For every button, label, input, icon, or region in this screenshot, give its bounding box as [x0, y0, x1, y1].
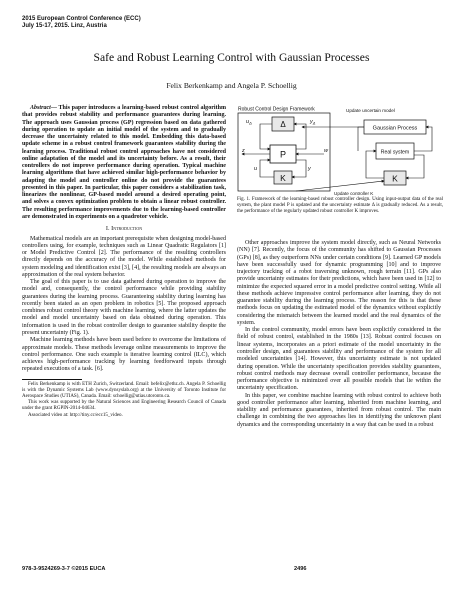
intro-paragraph: The goal of this paper is to use data gathered during operation to improve the model and, consequently, the control performance while providing stability guarantees during the learning process. Guaranteeing stability during learning has recently been stated as an open problem in robotics [5]. The proposed approach combines robust control theory with machine learning, where the latter updates the model and model uncertainty based on data obtained during operation. This information is used in the robust controller design to guarantee stability despite the present uncertainty (Fig. 1). — [22, 279, 226, 336]
page-number: 2496 — [294, 566, 307, 572]
conference-dates: July 15-17, 2015. Linz, Austria — [22, 23, 107, 30]
y-delta-label: $y_\Delta$ — [310, 119, 316, 126]
real-system-input — [358, 127, 364, 151]
abstract — [22, 105, 226, 221]
abstract-text: — This paper introduces a learning-based robust control algorithm that provides robust stability and performance guarantees during learning. The approach uses Gaussian process (GP) regression based on data gathered during operation to update an initial model of the system and to gradually decrease the uncertainty related to this model. Embedding this data-based update scheme in a robust control framework guarantees stability during the learning process. Traditional robust control approaches have not considered online adaptation of the model and its uncertainty before. As a result, their controllers do not improve performance during operation. Typical machine learning algorithms that have achieved similar high-performance behavior by adapting the model and controller online do not provide the guarantees presented in this paper. In particular, this paper considers a stabilization task, linearizes the nonlinear, GP-based model around a desired operating point, and solves a convex optimization problem to obtain a linear robust controller. The resulting performance improvements due to the learning-based controller are demonstrated in experiments on a quadrotor vehicle. — [22, 105, 226, 220]
body-paragraph: In this paper, we combine machine learning with robust control to achieve both good controller performance after learning, inherited from machine learning, and stability and performance guarantees, inherited from robust control. The main challenge in combining the two approaches lies in identifying the unknown plant dynamics and the corresponding uncertainty in a way that can be used in a robust — [237, 392, 441, 428]
intro-paragraph: Mathematical models are an important prerequisite when designing model-based controllers using, for example, techniques such as Linear Quadratic Regulators [1] or Model Predictive Control [2]. The performance of the resulting controllers directly depends on the accuracy of the model. While established methods for system modeling and identification exist [3], [4], the resulting models are always an approximation of the real system behavior. — [22, 235, 226, 278]
update-model-label: Update uncertain model — [346, 108, 395, 113]
footnote-funding: This work was supported by the Natural Sciences and Engineering Research Council of Canada under the grant RGPIN-2014-04634. — [22, 400, 226, 412]
gaussian-process-label: Gaussian Process — [372, 125, 418, 132]
u-label: u — [254, 166, 258, 172]
footnotes — [22, 382, 226, 419]
footnote-video: Associated video at: http://tiny.cc/ecc15_video. — [28, 412, 123, 418]
u-delta-label: $u_\Delta$ — [246, 119, 252, 126]
z-label: z — [242, 148, 245, 154]
real-system-label: Real system — [380, 149, 410, 156]
paper-title: Safe and Robust Learning Control with Gaussian Processes — [93, 51, 370, 64]
footnote-divider — [22, 379, 82, 380]
y-label: y — [308, 166, 311, 172]
update-controller-label: Update controller K — [334, 191, 374, 196]
intro-paragraph: Machine learning methods have been used before to overcome the limitations of approximate models. These methods leverage online measurements to improve the control performance. One such example is iterative learning control (ILC), which achieves high-performance tracking by learning feedforward inputs through repeated executions of a task. [6]. — [22, 337, 226, 373]
isbn-footer: 978-3-9524269-3-7 ©2015 EUCA — [22, 566, 106, 572]
plant-symbol: P — [279, 149, 287, 160]
framework-label: Robust Control Design Framework — [238, 106, 315, 113]
figure-1-caption: Fig. 1. Framework of the learning-based robust controller design. Using input-output data of the real system, the plant model P is updated and the uncertainty estimate Δ is gradually reduced. As a result, the performance of the regularly updated robust controller K improves. — [237, 197, 443, 214]
controller-symbol: K — [280, 173, 286, 183]
delta-symbol: Δ — [280, 120, 286, 129]
w-label: w — [324, 148, 328, 154]
left-column — [22, 105, 226, 419]
abstract-lead: Abstract — [30, 105, 51, 111]
real-controller-symbol: K — [392, 173, 398, 184]
figure-1-diagram — [236, 105, 446, 197]
paper-authors: Felix Berkenkamp and Angela P. Schoellig — [166, 81, 297, 90]
update-controller-arrow — [296, 181, 384, 191]
body-paragraph: In the control community, model errors have been explicitly considered in the field of robust control, established in the 1980s [13]. Robust control focuses on linear systems, incorporates an a priori estimate of the model uncertainty in the controller design, and guarantees stability and performance of the system for all modeled uncertainties [14]. However, this uncertainty estimate is not updated during operation. While the uncertainty specification provides stability guarantees, robust control methods may decrease overall controller performance, because the performance objective is minimized over all possible models that lie within the uncertainty specification. — [237, 327, 441, 392]
body-paragraph: Other approaches improve the system model directly, such as Neural Networks (NN) [7]. Recently, the focus of the community has shifted to Gaussian Processes (GPs) [8], as they outperform NNs under certain conditions [9]. Learned GP models have been successfully used for dynamic programming [10] and to improve trajectory tracking of a robot traversing unknown, rough terrain [11]. GPs also provide uncertainty estimates for their predictions, which have been used in [12] to minimize the expected squared error in a model predictive control setting. While all these methods achieve impressive control performance after learning, they do not guarantee stability during the learning process. The reason for this is that these methods focus on updating the estimated model of the dynamics without explicitly considering the mismatch between the learned model and the real dynamics of the system. — [237, 240, 441, 326]
footnote-affiliation: Felix Berkenkamp is with ETH Zurich, Switzerland. Email: befelix@ethz.ch. Angela P. Schoellig is with the Dynamic Systems Lab (www.dynsyslab.org) at the University of Toronto Institute for Aerospace Studies (UTIAS), Canada. Email: schoellig@utias.utoronto.ca. — [22, 381, 226, 399]
section-heading-introduction: I. Introduction — [105, 225, 143, 233]
conference-header — [22, 16, 141, 31]
right-column — [237, 240, 441, 429]
conference-name: 2015 European Control Conference (ECC) — [22, 16, 141, 22]
